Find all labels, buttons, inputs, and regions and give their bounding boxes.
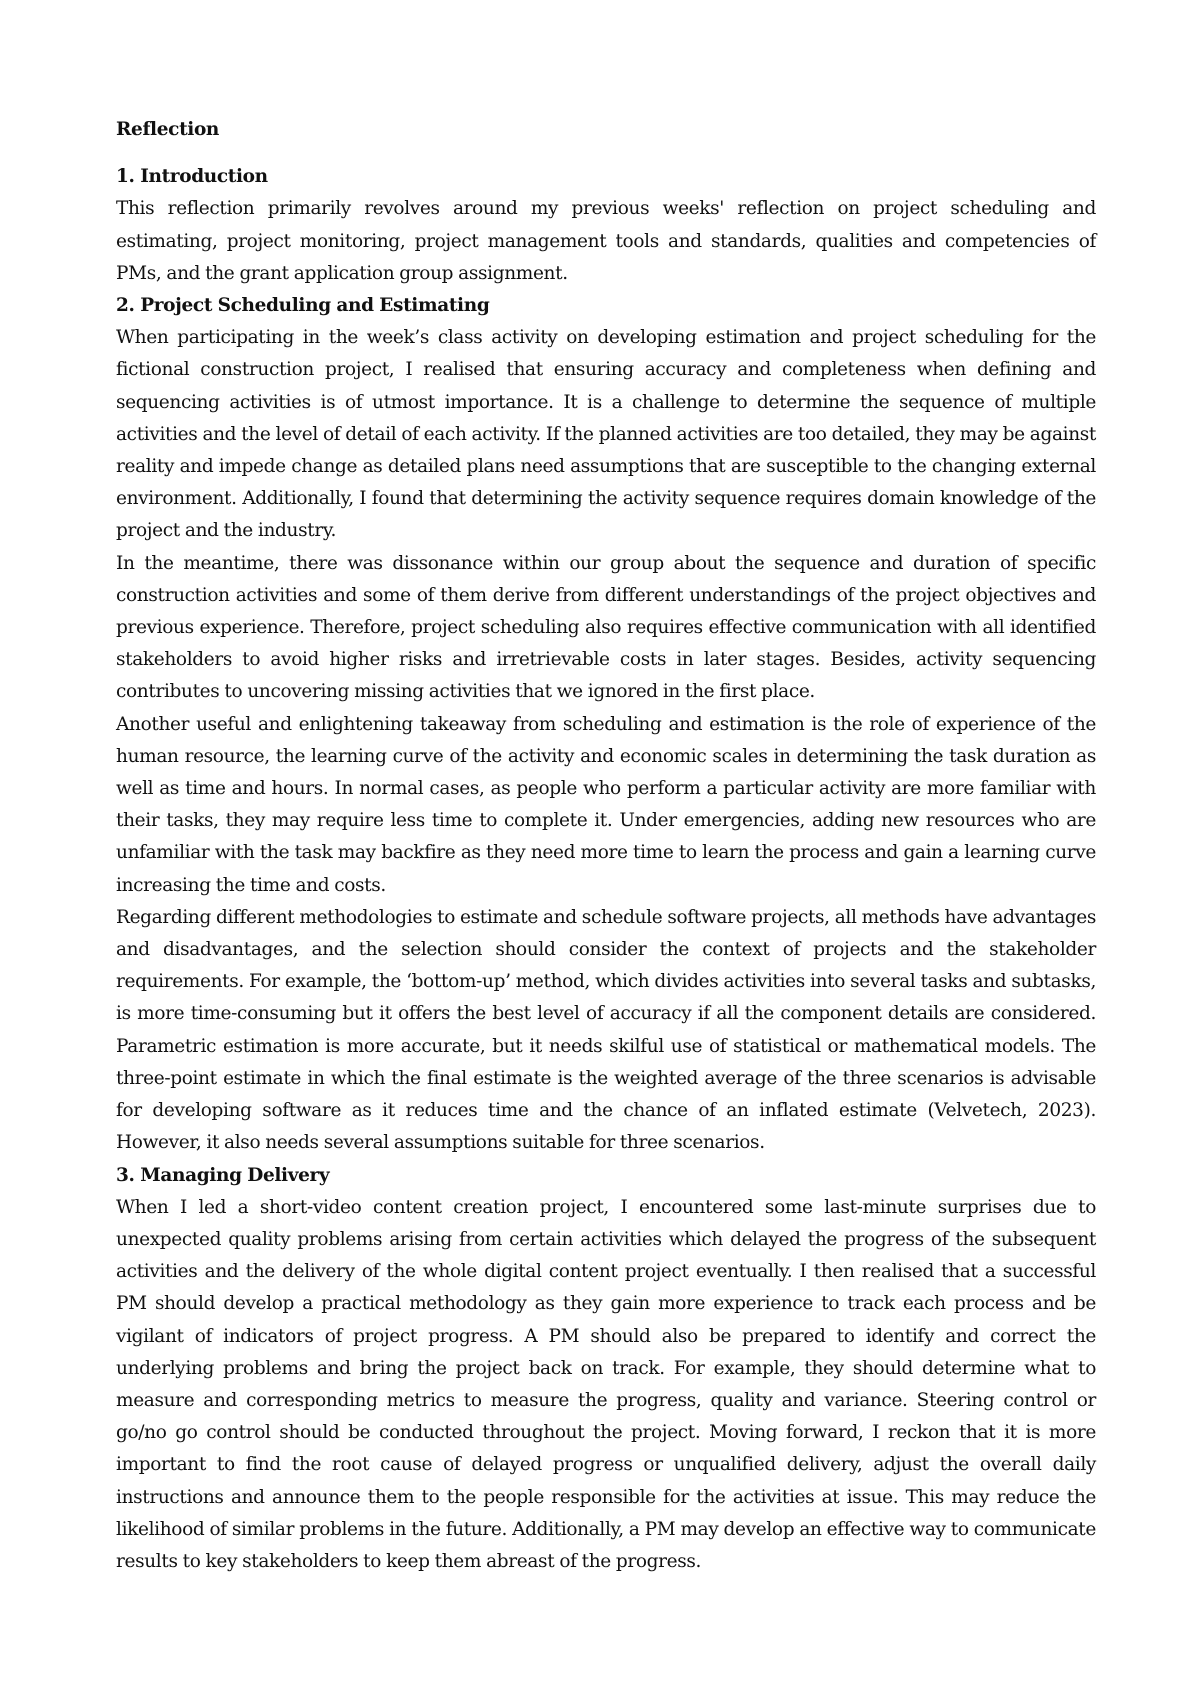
paragraph: Regarding different methodologies to estimate and schedule software projects, all methods have advantages and disadvantages, and the selection should consider the context of projects and the stakeholder requirements. For example, the ‘bottom-up’ method, which divides activities into several tasks and subtasks, is more time-consuming but it offers the best level of accuracy if all the component details are considered. Parametric estimation is more accurate, but it needs skilful use of statistical or mathematical models. The three-point estimate in which the final estimate is the weighted average of the three scenarios is advisable for developing software as it reduces time and the chance of an inflated estimate (Velvetech, 2023). However, it also needs several assumptions suitable for three scenarios.	[116, 906, 1096, 1154]
section-heading: 3. Managing Delivery	[116, 1164, 330, 1186]
section-heading: 2. Project Scheduling and Estimating	[116, 295, 490, 317]
section-managing-delivery	[116, 1160, 1096, 1579]
paragraph: Another useful and enlightening takeaway from scheduling and estimation is the role of experience of the human resource, the learning curve of the activity and economic scales in determining the task duration as well as time and hours. In normal cases, as people who perform a particular activity are more familiar with their tasks, they may require less time to complete it. Under emergencies, adding new resources who are unfamiliar with the task may backfire as they need more time to learn the process and gain a learning curve increasing the time and costs.	[116, 713, 1096, 896]
paragraph: In the meantime, there was dissonance within our group about the sequence and duration of specific construction activities and some of them derive from different understandings of the project objectives and previous experience. Therefore, project scheduling also requires effective communication with all identified stakeholders to avoid higher risks and irretrievable costs in later stages. Besides, activity sequencing contributes to uncovering missing activities that we ignored in the first place.	[116, 552, 1096, 703]
paragraph: This reflection primarily revolves around my previous weeks' reflection on project scheduling and estimating, project monitoring, project management tools and standards, qualities and competencies of PMs, and the grant application group assignment.	[116, 198, 1096, 284]
section-introduction	[116, 161, 1096, 290]
section-heading: 1. Introduction	[116, 166, 268, 188]
document-title: Reflection	[116, 119, 220, 140]
document-body	[116, 114, 1096, 1578]
paragraph: When participating in the week’s class activity on developing estimation and project scheduling for the fictional construction project, I realised that ensuring accuracy and completeness when defining and sequencing activities is of utmost importance. It is a challenge to determine the sequence of multiple activities and the level of detail of each activity. If the planned activities are too detailed, they may be against reality and impede change as detailed plans need assumptions that are susceptible to the changing external environment. Additionally, I found that determining the activity sequence requires domain knowledge of the project and the industry.	[116, 327, 1096, 542]
paragraph: When I led a short-video content creation project, I encountered some last-minute surprises due to unexpected quality problems arising from certain activities which delayed the progress of the subsequent activities and the delivery of the whole digital content project eventually. I then realised that a successful PM should develop a practical methodology as they gain more experience to track each process and be vigilant of indicators of project progress. A PM should also be prepared to identify and correct the underlying problems and bring the project back on track. For example, they should determine what to measure and corresponding metrics to measure the progress, quality and variance. Steering control or go/no go control should be conducted throughout the project. Moving forward, I reckon that it is more important to find the root cause of delayed progress or unqualified delivery, adjust the overall daily instructions and announce them to the people responsible for the activities at issue. This may reduce the likelihood of similar problems in the future. Additionally, a PM may develop an effective way to communicate results to key stakeholders to keep them abreast of the progress.	[116, 1196, 1096, 1572]
section-project-scheduling	[116, 290, 1096, 1159]
